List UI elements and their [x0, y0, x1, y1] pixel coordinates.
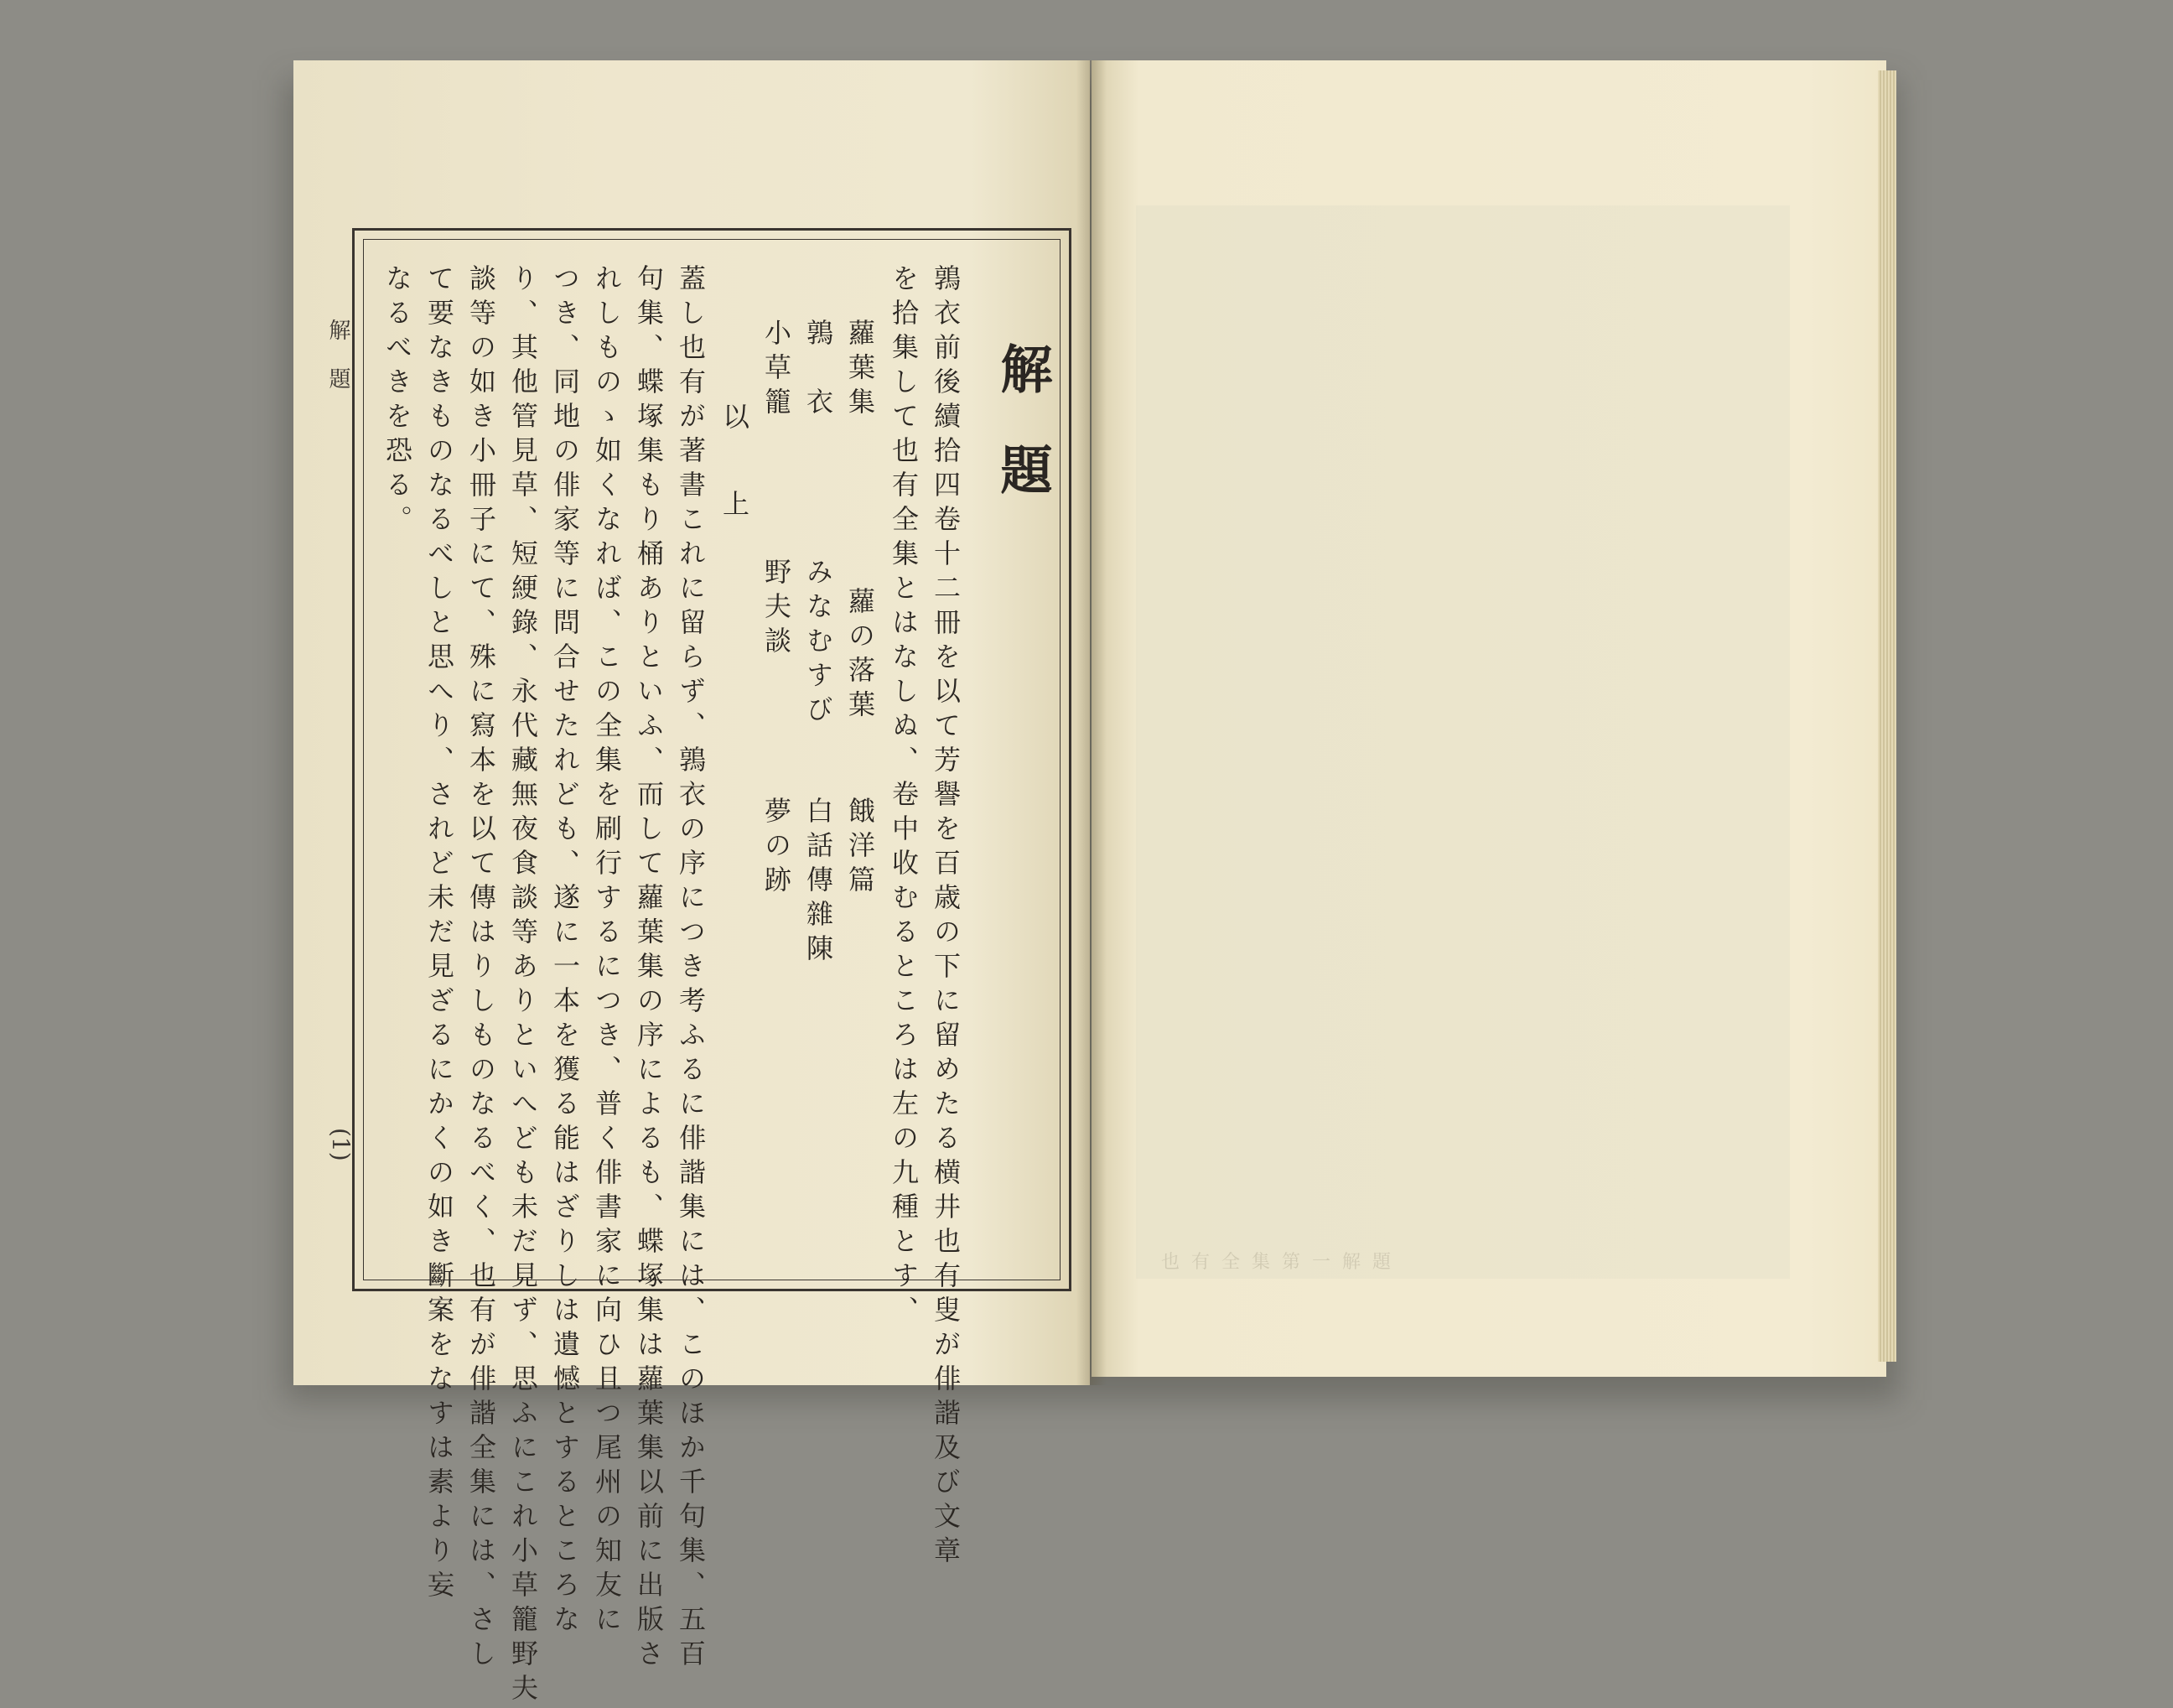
- work-title: 夢の跡: [760, 797, 792, 900]
- page-title: 解題: [992, 342, 1053, 543]
- book-gutter: [1076, 60, 1107, 1385]
- work-title: みなむすび: [802, 558, 834, 729]
- paragraph1-line-2: を拾集して也有全集とはなしぬ、卷中收むるところは左の九種とす、: [888, 264, 920, 1330]
- paragraph1-line-1: 鶉衣前後續拾四卷十二冊を以て芳譽を百歳の下に留めたる横井也有叟が俳諧及び文章: [930, 264, 962, 1570]
- work-title: 野夫談: [760, 558, 792, 661]
- work-title: 白話傳雜陳: [802, 797, 834, 968]
- paragraph2-line-4: つき、同地の俳家等に問合せたれども、遂に一本を獲る能はざりしは遺憾とするところな: [549, 264, 581, 1639]
- work-title: 餓洋篇: [844, 797, 876, 900]
- work-title: 小草籠: [760, 319, 792, 422]
- paragraph2-line-5: り、其他管見草、短綆錄、永代藏無夜食談等ありといへども未だ見ず、思ふにこれ小草籠野夫: [507, 264, 539, 1708]
- paragraph2-line-3: れしものゝ如くなれば、この全集を刷行するにつき、普く俳書家に向ひ且つ尾州の知友に: [591, 264, 623, 1639]
- paragraph2-line-1: 蓋し也有が著書これに留らず、鶉衣の序につき考ふるに俳諧集には、このほか千句集、五百: [675, 264, 707, 1674]
- running-head: 解 題: [325, 319, 350, 400]
- paragraph2-line-8: なるべきを恐る。: [381, 264, 413, 539]
- page-number: (1): [327, 1128, 355, 1161]
- work-title: 蘿葉集: [844, 319, 876, 422]
- paragraph2-line-6: 談等の如き小冊子にて、殊に寫本を以て傳はりしものなるべく、也有が俳諧全集には、さし: [465, 264, 497, 1674]
- show-through-text: 也有全集第一解題: [1161, 1252, 1403, 1273]
- page-edge: [1878, 70, 1896, 1362]
- right-page-show-through: [1136, 205, 1790, 1279]
- work-title: 鶉 衣: [802, 319, 834, 422]
- ijou-mark: 以 上: [718, 402, 750, 533]
- text-frame: [352, 228, 1071, 1291]
- work-title: 蘿の落葉: [844, 587, 876, 724]
- paragraph2-line-2: 句集、蝶塚集もり桶ありといふ、而して蘿葉集の序によるも、蝶塚集は蘿葉集以前に出版さ: [633, 264, 665, 1674]
- paragraph2-line-7: て要なきものなるべしと思へり、されど未だ見ざるにかくの如き斷案をなすは素より妄: [423, 264, 455, 1605]
